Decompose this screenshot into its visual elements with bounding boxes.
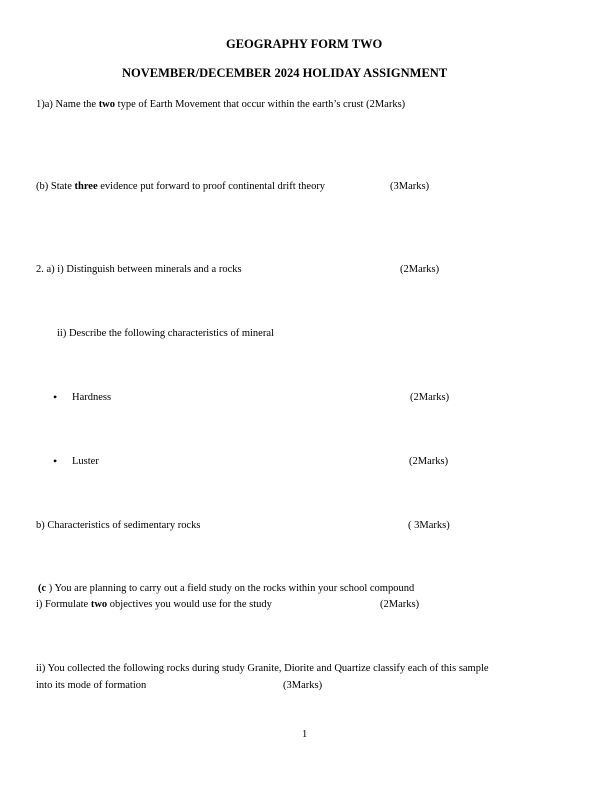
question-1b-bold: three bbox=[74, 181, 98, 192]
question-1b-marks: (3Marks) bbox=[390, 181, 430, 192]
question-1a-bold: two bbox=[98, 99, 116, 110]
question-2ci-bold: two bbox=[90, 599, 108, 610]
question-1a-pre: 1)a) Name the bbox=[36, 99, 99, 110]
question-1b bbox=[36, 181, 325, 192]
question-2b-marks: ( 3Marks) bbox=[408, 520, 450, 531]
page-number: 1 bbox=[302, 729, 308, 740]
question-2ci-post: objectives you would use for the study bbox=[107, 599, 272, 610]
question-2cii-line1: ii) You collected the following rocks during study Granite, Diorite and Quartize classify each of this sample bbox=[36, 663, 489, 674]
question-1b-post: evidence put forward to proof continental drift theory bbox=[97, 181, 326, 192]
question-2ci-marks: (2Marks) bbox=[380, 599, 420, 610]
bullet-dot-icon: • bbox=[53, 454, 58, 468]
bullet-marks: (2Marks) bbox=[410, 392, 450, 403]
bullet-label: Hardness bbox=[72, 392, 112, 403]
question-2ci-pre: i) Formulate bbox=[36, 599, 91, 610]
bullet-dot-icon: • bbox=[53, 390, 58, 404]
page-title: GEOGRAPHY FORM TWO bbox=[226, 37, 383, 51]
question-1b-pre: (b) State bbox=[36, 181, 75, 192]
question-2b: b) Characteristics of sedimentary rocks bbox=[36, 520, 201, 531]
question-2ci bbox=[36, 599, 272, 610]
page-subtitle: NOVEMBER/DECEMBER 2024 HOLIDAY ASSIGNMENT bbox=[122, 66, 448, 80]
question-2ai: 2. a) i) Distinguish between minerals and a rocks bbox=[36, 264, 242, 275]
question-2cii-line2: into its mode of formation bbox=[36, 680, 147, 691]
question-2c-text: ) You are planning to carry out a field study on the rocks within your school compound bbox=[46, 583, 415, 594]
bullet-marks: (2Marks) bbox=[409, 456, 449, 467]
question-2c-label: (c bbox=[38, 583, 47, 594]
bullet-label: Luster bbox=[72, 456, 99, 467]
question-1a-post: type of Earth Movement that occur within the earth’s crust (2Marks) bbox=[115, 99, 406, 110]
question-2aii: ii) Describe the following characteristics of mineral bbox=[57, 328, 274, 339]
question-2c bbox=[38, 583, 414, 594]
question-1a bbox=[36, 99, 405, 110]
question-2ai-marks: (2Marks) bbox=[400, 264, 440, 275]
question-2cii-marks: (3Marks) bbox=[283, 680, 323, 691]
